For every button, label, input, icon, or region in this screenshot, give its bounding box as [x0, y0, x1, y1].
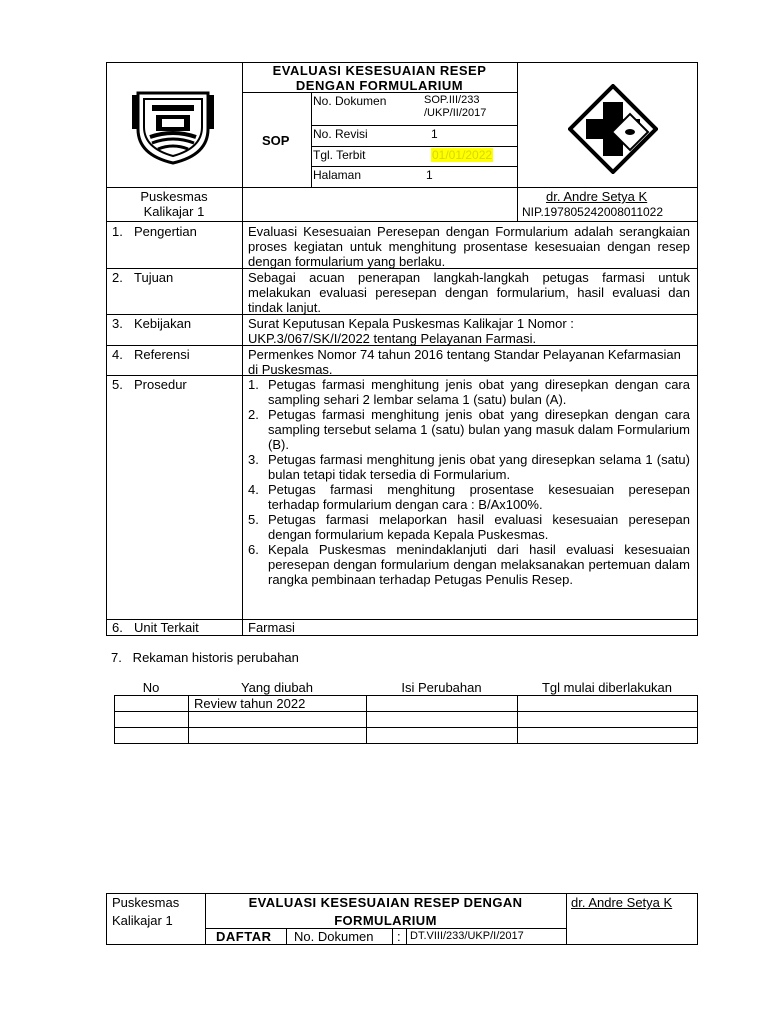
footer-signer-name: dr. Andre Setya K: [571, 895, 673, 910]
issue-date-value: 01/01/2022: [432, 148, 493, 162]
sop-label: SOP: [262, 133, 290, 148]
history-row-changed: Review tahun 2022: [194, 696, 306, 711]
section-label-kebijakan: 3. Kebijakan: [112, 316, 192, 331]
section-label-prosedur: 5. Prosedur: [112, 377, 187, 392]
procedure-step: 4. Petugas farmasi menghitung prosentase kesesuaian peresepan terhadap formularium dengan cara : B/Ax100%.: [248, 482, 690, 512]
section-text-tujuan: Sebagai acuan penerapan langkah-langkah petugas farmasi untuk melakukan evaluasi peresepan dengan formularium, hasil evaluasi dan tindak lanjut.: [248, 270, 690, 315]
footer-org-line1: Puskesmas: [112, 895, 180, 910]
history-col-effective-date: Tgl mulai diberlakukan: [541, 680, 673, 695]
section-text-kebijakan: Surat Keputusan Kepala Puskesmas Kalikajar 1 Nomor : UKP.3/067/SK/I/2022 tentang Pelayanan Farmasi.: [248, 316, 574, 346]
procedure-step: 6. Kepala Puskesmas menindaklanjuti dari hasil evaluasi kesesuaian peresepan dengan formularium dengan melaksanakan pertemuan dalam rangka pembinaan terhadap Petugas Penulis Resep.: [248, 542, 690, 587]
org-name-line2: Kalikajar 1: [143, 204, 205, 219]
footer-colon: :: [397, 929, 401, 944]
section-text-unit-terkait: Farmasi: [248, 620, 295, 635]
section-label-pengertian: 1. Pengertian: [112, 224, 197, 239]
page-label: Halaman: [313, 168, 362, 182]
document-title-line1: EVALUASI KESESUAIAN RESEP: [272, 63, 487, 78]
regional-emblem-logo: [132, 85, 214, 165]
procedure-step: 1. Petugas farmasi menghitung jenis obat yang diresepkan dengan cara sampling sehari 2 lembar selama 1 (satu) bulan (A).: [248, 377, 690, 407]
doc-number-value-line1: SOP.III/233: [424, 94, 480, 106]
footer-title-line1: EVALUASI KESESUAIAN RESEP DENGAN: [248, 895, 523, 910]
history-col-changed: Yang diubah: [240, 680, 314, 695]
footer-title-line2: FORMULARIUM: [334, 913, 437, 928]
page-value: 1: [426, 168, 433, 182]
revision-label: No. Revisi: [313, 127, 368, 141]
section-label-tujuan: 2. Tujuan: [112, 270, 174, 285]
footer-org-line2: Kalikajar 1: [112, 913, 173, 928]
section-label-referensi: 4. Referensi: [112, 347, 190, 362]
section-label-unit-terkait: 6. Unit Terkait: [112, 620, 199, 635]
doc-number-value-line2: /UKP/II/2017: [424, 107, 487, 119]
signer-nip: NIP.197805242008011022: [522, 205, 664, 219]
org-name-line1: Puskesmas: [140, 189, 208, 204]
section-text-pengertian: Evaluasi Kesesuaian Peresepan dengan Formularium adalah serangkaian proses kegiatan untuk menghitung prosentase kesesuaian dengan resep dengan formularium yang berlaku.: [248, 224, 690, 269]
procedure-step: 3. Petugas farmasi menghitung jenis obat yang diresepkan selama 1 (satu) bulan tetapi tidak tersedia di Formularium.: [248, 452, 690, 482]
signer-name: dr. Andre Setya K: [546, 189, 648, 204]
procedure-list: [248, 377, 690, 587]
issue-date-label: Tgl. Terbit: [313, 148, 366, 162]
procedure-step: 5. Petugas farmasi melaporkan hasil evaluasi kesesuaian peresepan dengan formularium kepada Kepala Puskesmas.: [248, 512, 690, 542]
doc-number-label: No. Dokumen: [313, 94, 387, 108]
revision-value: 1: [431, 127, 438, 141]
history-col-content: Isi Perubahan: [401, 680, 482, 695]
procedure-step: 2. Petugas farmasi menghitung jenis obat yang diresepkan dengan cara sampling tersebut selama 1 (satu) bulan yang masuk dalam Formularium (B).: [248, 407, 690, 452]
history-col-no: No: [142, 680, 160, 695]
history-title: 7. Rekaman historis perubahan: [111, 650, 299, 665]
footer-daftar: DAFTAR: [216, 929, 272, 944]
section-text-referensi: Permenkes Nomor 74 tahun 2016 tentang Standar Pelayanan Kefarmasian di Puskesmas.: [248, 347, 681, 377]
puskesmas-logo: [568, 84, 658, 174]
footer-doc-label: No. Dokumen: [294, 929, 374, 944]
footer-doc-value: DT.VIII/233/UKP/I/2017: [410, 930, 524, 942]
document-title-line2: DENGAN FORMULARIUM: [295, 78, 464, 93]
